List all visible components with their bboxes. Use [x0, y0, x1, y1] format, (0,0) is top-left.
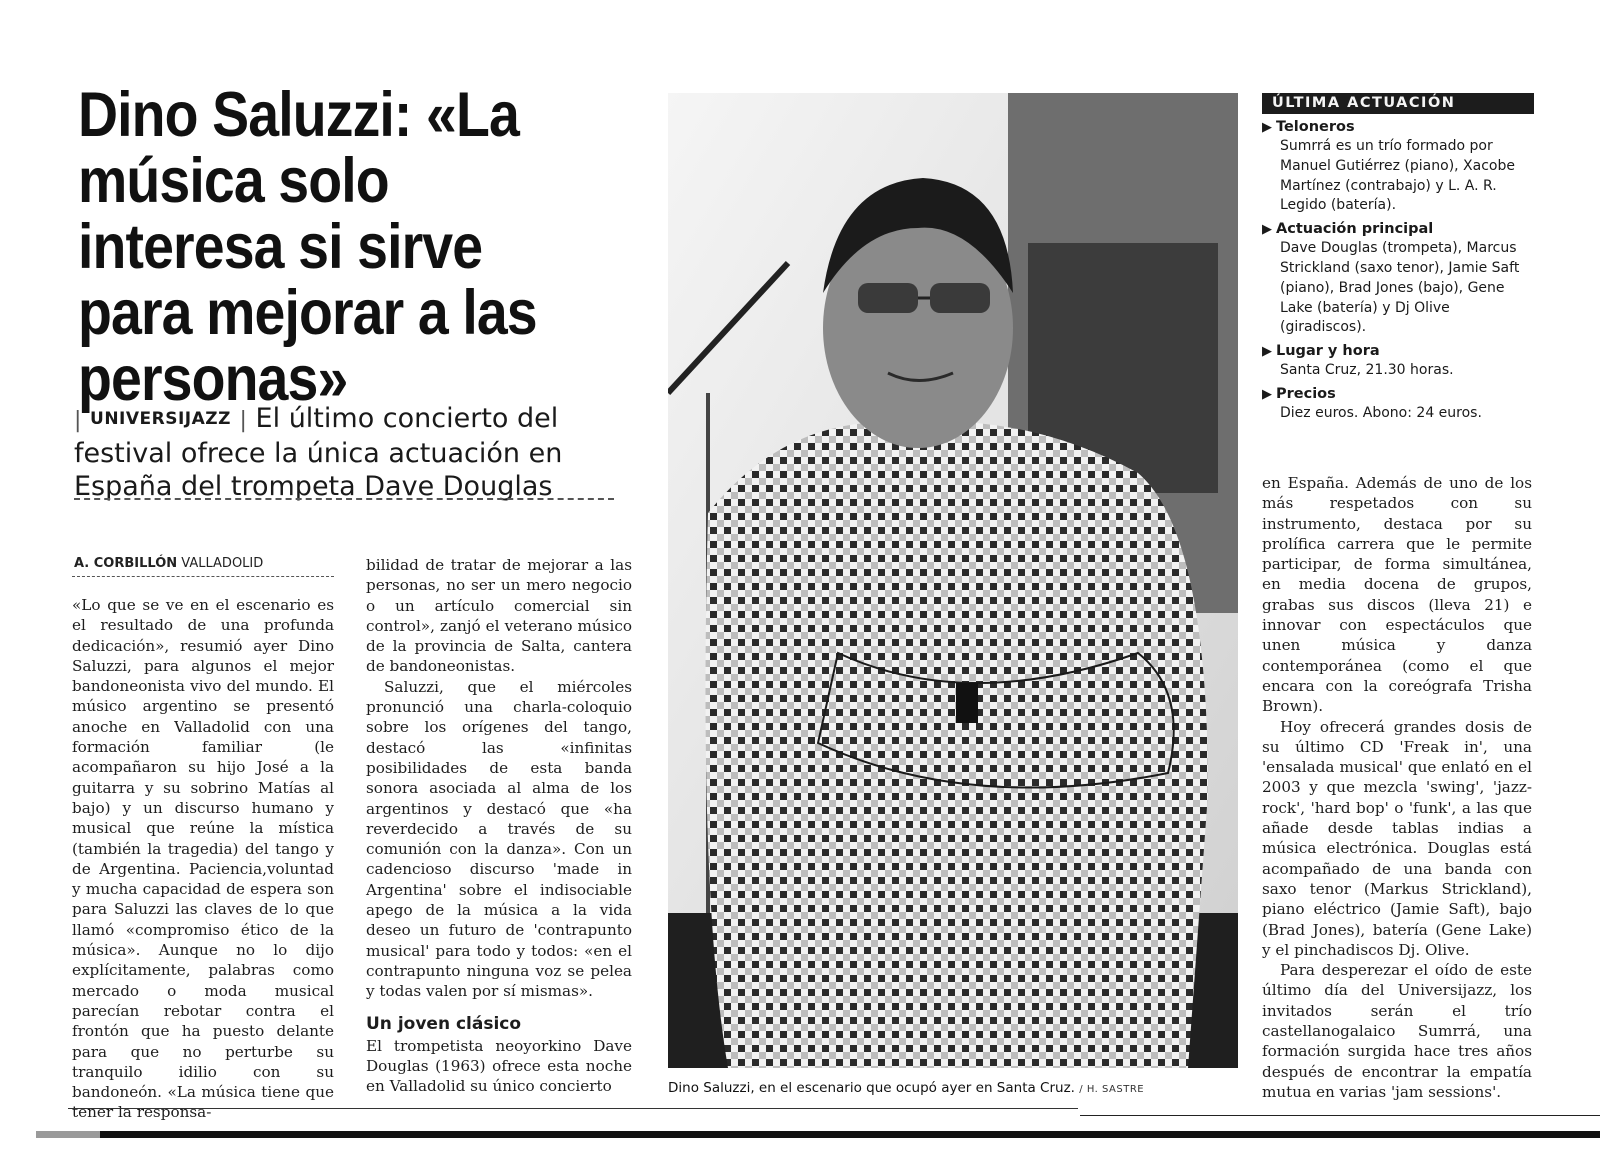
- info-item-title: [1262, 220, 1534, 239]
- info-item-actuacion: [1262, 220, 1534, 338]
- byline: [74, 556, 284, 571]
- scan-edge: [36, 1131, 100, 1138]
- triangle-icon: ▶: [1262, 120, 1272, 135]
- article-paragraph: Hoy ofrecerá grandes dosis de su último CD 'Freak in', una 'ensalada musical' que enlató en el 2003 y que mezcla 'swing', 'jazz-rock', 'hard bop' o 'funk', a las que añade desde tablas indias a música electrónica. Douglas está acompañado de una banda con saxo tenor (Markus Strickland), piano eléctrico (Jamie Saft), bajo (Brad Jones), batería (Gene Lake) y el pinchadiscos Dj. Olive.: [1262, 717, 1532, 959]
- info-item-title: [1262, 342, 1534, 361]
- page-rule: [1080, 1115, 1600, 1116]
- info-item-title-text: Actuación principal: [1276, 221, 1434, 238]
- info-item-text: Sumrrá es un trío formado por Manuel Gutiérrez (piano), Xacobe Martínez (contrabajo) y L. A. R. Legido (batería).: [1280, 138, 1515, 214]
- article-paragraph: El trompetista neoyorkino Dave Douglas (1963) ofrece esta noche en Valladolid su único concierto: [366, 1036, 632, 1096]
- article-column-3: [1262, 473, 1532, 1102]
- info-item-precios: [1262, 385, 1534, 424]
- caption-text: Dino Saluzzi, en el escenario que ocupó ayer en Santa Cruz.: [668, 1080, 1075, 1096]
- info-box: [1262, 93, 1534, 424]
- subhead-bar-right: |: [239, 408, 247, 433]
- page-rule: [68, 1108, 1078, 1109]
- page-footer-bar: [100, 1131, 1600, 1138]
- info-box-title: ÚLTIMA ACTUACIÓN: [1262, 93, 1534, 114]
- article-paragraph: bilidad de tratar de mejorar a las personas, no ser un mero negocio o un artículo comercial sin control», zanjó el veterano músico de la provincia de Salta, cantera de bandoneonistas.: [366, 556, 632, 676]
- subhead-bar-left: |: [74, 408, 82, 433]
- photo-credit: / H. SASTRE: [1079, 1084, 1145, 1095]
- info-item-title-text: Teloneros: [1276, 119, 1355, 135]
- byline-city: VALLADOLID: [181, 556, 264, 571]
- info-item-text: Dave Douglas (trompeta), Marcus Strickland (saxo tenor), Jamie Saft (piano), Brad Jones (bajo), Gene Lake (batería) y Dj Olive (giradiscos).: [1280, 240, 1520, 336]
- article-column-2: [366, 555, 632, 1097]
- subhead-text: El último concierto del festival ofrece la única actuación en España del trompeta Dave Douglas: [74, 403, 563, 502]
- triangle-icon: ▶: [1262, 386, 1272, 402]
- article-paragraph: Para desperezar el oído de este último día del Universijazz, los invitados serán el trío castellanogalaico Sumrrá, una formación surgida hace tres años después de encontrar la empatía mutua en varias 'jam sessions'.: [1262, 961, 1532, 1101]
- info-item-title: [1262, 385, 1534, 404]
- info-item-teloneros: [1262, 118, 1534, 216]
- section-kicker: UNIVERSIJAZZ: [90, 409, 231, 429]
- info-item-lugar: [1262, 342, 1534, 381]
- article-paragraph: Saluzzi, que el miércoles pronunció una charla-coloquio sobre los orígenes del tango, destacó las «infinitas posibilidades de esta banda sonora asociada al alma de los argentinos y destacó que «ha reverdecido a través de su comunión con la danza». Con un cadencioso discurso 'made in Argentina' sobre el indisociable apego de la música a la vida deseo un futuro de 'contrapunto musical' para todo y todos: «en el contrapunto ninguna voz se pelea y todas valen por sí mismas».: [366, 677, 632, 1001]
- headline: Dino Saluzzi: «La música solo interesa si sirve para mejorar a las personas»: [78, 80, 537, 414]
- info-item-title-text: Precios: [1276, 385, 1336, 402]
- article-column-1: [72, 595, 334, 1123]
- article-paragraph: en España. Además de uno de los más respetados con su instrumento, destaca por su prolífica carrera que le permite participar, de forma simultánea, en media docena de grupos, grabas sus discos (lleva 21) e innovar con espectáculos que unen música y danza contemporánea (como el que encara con la coreógrafa Trisha Brown).: [1262, 474, 1532, 716]
- info-item-text: Diez euros. Abono: 24 euros.: [1280, 404, 1482, 421]
- article-paragraph: «Lo que se ve en el escenario es el resultado de una profunda dedicación», resumió ayer Dino Saluzzi, para algunos el mejor bandoneonista vivo del mundo. El músico argentino se presentó anoche en Valladolid con una formación familiar (le acompañaron su hijo José a la guitarra y su sobrino Matías al bajo) y un discurso humano y musical que reúne la mística (también la tragedia) del tango y de Argentina. Paciencia,voluntad y mucha capacidad de espera son para Saluzzi las claves de lo que llamó «compromiso ético de la música». Aunque no lo dijo explícitamente, palabras como mercado o moda musical parecían rebotar contra el frontón que ha puesto delante para que no perturbe su tranquilo idilio con su bandoneón. «La música tiene que tener la responsa-: [72, 596, 334, 1122]
- triangle-icon: ▶: [1262, 344, 1272, 360]
- section-heading: Un joven clásico: [366, 1013, 522, 1034]
- byline-rule: [72, 576, 334, 577]
- triangle-icon: ▶: [1262, 222, 1272, 238]
- subhead-rule: [74, 498, 614, 500]
- info-item-title-text: Lugar y hora: [1276, 343, 1380, 360]
- photo-caption: [668, 1080, 1248, 1096]
- article-photo: [668, 93, 1238, 1068]
- info-item-text: Santa Cruz, 21.30 horas.: [1280, 362, 1454, 379]
- subheadline: [74, 402, 634, 503]
- info-item-title: [1262, 118, 1534, 137]
- byline-author: A. CORBILLÓN: [74, 556, 178, 571]
